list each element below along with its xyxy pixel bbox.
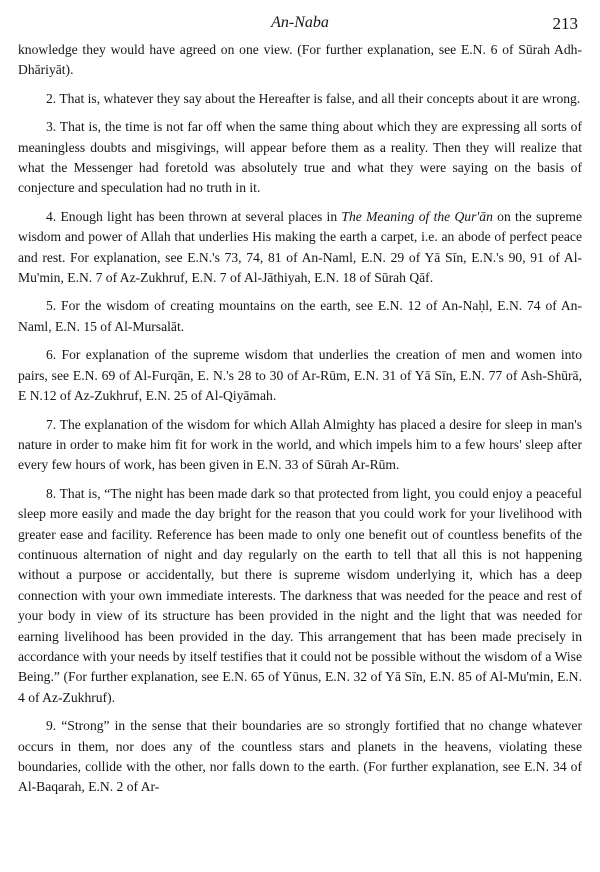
text-segment: 2. That is, whatever they say about the Hereafter is false, and all their concepts about it are wrong.	[46, 90, 581, 106]
body-text	[18, 40, 582, 798]
text-segment: 6. For explanation of the supreme wisdom that underlies the creation of men and women into pairs, see E.N. 69 of Al-Furqān, E. N.'s 28 to 30 of Ar-Rūm, E.N. 31 of Yā Sīn, E.N. 77 of Ash-Shūrā, E N.12 of Az-Zukhruf, E.N. 25 of Al-Qiyāmah.	[18, 347, 582, 404]
text-segment: knowledge they would have agreed on one view. (For further explanation, see E.N. 6 of Sūrah Adh-Dhāriyāt).	[18, 42, 582, 78]
note-3	[18, 117, 582, 199]
text-segment: 8. That is, “The night has been made dark so that protected from light, you could enjoy a peaceful sleep more easily and made the day bright for the reason that you could work for your livelihood with greater ease and facility. Reference has been made to only one benefit out of countless benefits of the continuous alternation of night and day regularly on the earth to tell that all this is not happening without a purpose or accidentally, but there is supreme wisdom underlying it, which has a deep connection with your own immediate interests. The darkness that was needed for the peace and rest of your body in view of its structure has been provided in the night and the light that was needed for earning livelihood has been provided in the day. This arrangement that has been made precisely in accordance with your needs by itself testifies that it could not be possible without the wisdom of a Wise Being.” (For further explanation, see E.N. 65 of Yūnus, E.N. 32 of Yā Sīn, E.N. 85 of Al-Mu'min, E.N. 4 of Az-Zukhruf).	[18, 485, 582, 705]
text-segment: 7. The explanation of the wisdom for which Allah Almighty has placed a desire for sleep in man's nature in order to make him fit for work in the world, and which impels him to a few hours' sleep after every few hours of work, has been given in E.N. 33 of Sūrah Ar-Rūm.	[18, 416, 582, 473]
note-4	[18, 207, 582, 289]
paragraph-continuation	[18, 40, 582, 81]
text-segment: 5. For the wisdom of creating mountains on the earth, see E.N. 12 of An-Naḥl, E.N. 74 of An-Naml, E.N. 15 of Al-Mursalāt.	[18, 298, 582, 334]
note-7	[18, 415, 582, 476]
text-segment: 9. “Strong” in the sense that their boundaries are so strongly fortified that no change whatever occurs in them, nor does any of the countless stars and planets in the heavens, violating these boundaries, collide with the other, nor falls down to the earth. (For further explanation, see E.N. 34 of Al-Baqarah, E.N. 2 of Ar-	[18, 718, 582, 795]
running-title: An-Naba	[271, 14, 329, 31]
note-6	[18, 345, 582, 406]
note-5	[18, 296, 582, 337]
text-segment: on the supreme wisdom and power of Allah that underlies His making the earth a carpet, i.e. an abode of perfect peace and rest. For explanation, see E.N.'s 73, 74, 81 of An-Naml, E.N. 29 of Yā Sīn, E.N.'s 90, 91 of Al-Mu'min, E.N. 7 of Az-Zukhruf, E.N. 7 of Al-Jāthiyah, E.N. 18 of Sūrah Qāf.	[18, 208, 582, 286]
page	[18, 14, 582, 806]
running-header	[18, 14, 582, 40]
text-segment: 3. That is, the time is not far off when the same thing about which they are expressing all sorts of meaningless doubts and misgivings, will appear before them as a reality. Then they will realize that what the Messenger had foretold was absolutely true and what they were saying on the basis of conjecture and speculation had no truth in it.	[18, 119, 582, 196]
note-2	[18, 89, 582, 109]
page-number: 213	[552, 14, 578, 33]
note-9	[18, 716, 582, 798]
text-segment: 4. Enough light has been thrown at several places in	[46, 208, 342, 224]
note-8	[18, 484, 582, 708]
book-title-italic: The Meaning of the Qur'ān	[341, 208, 493, 224]
